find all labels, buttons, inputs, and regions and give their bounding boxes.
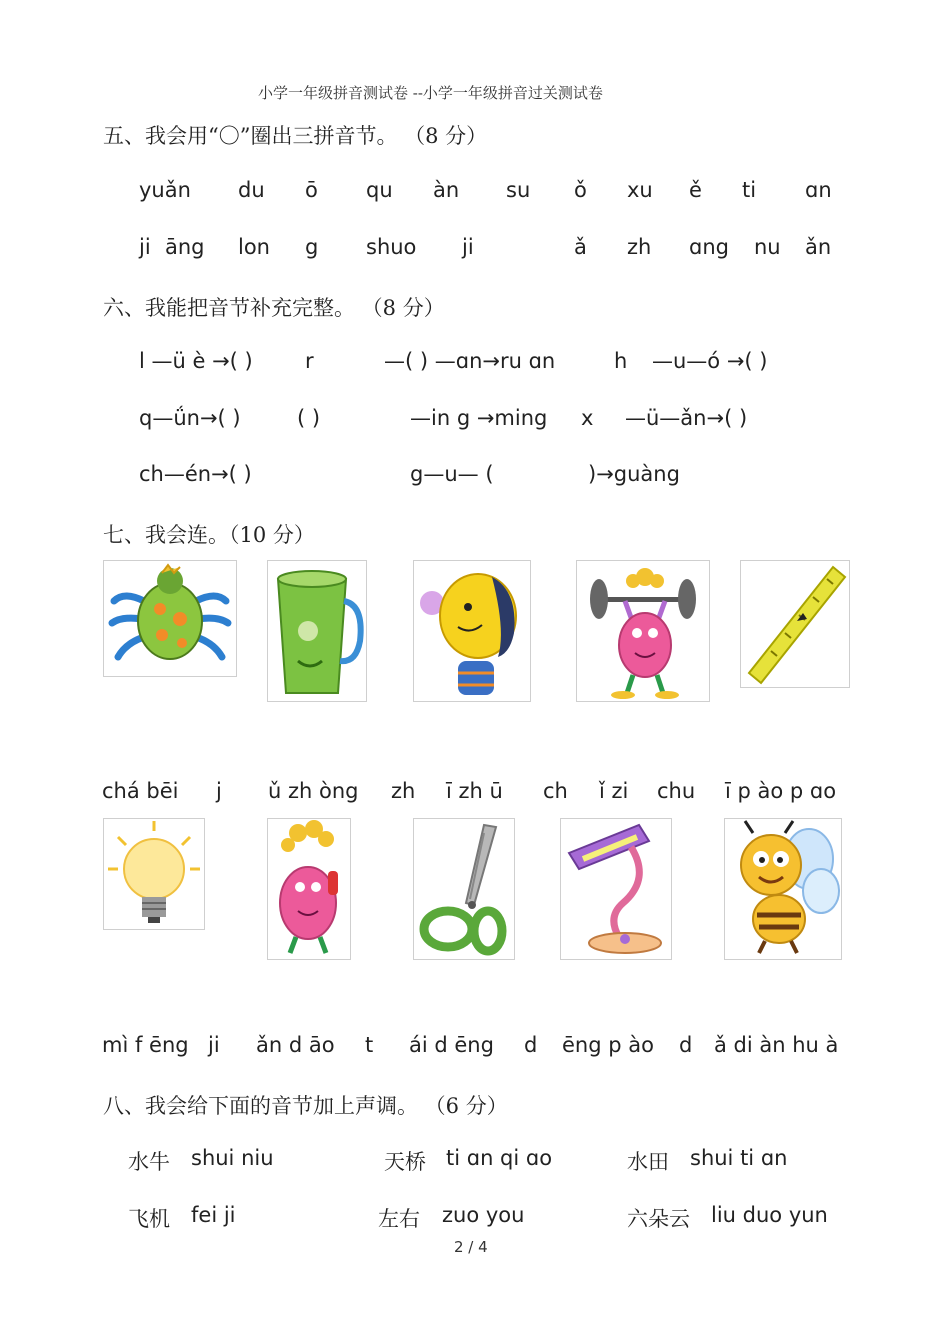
fill-item: x bbox=[581, 406, 594, 430]
tone-pinyin: fei ji bbox=[191, 1203, 236, 1227]
pear-character-icon bbox=[414, 561, 530, 701]
syllable: ě bbox=[689, 178, 702, 202]
lightbulb-picture bbox=[103, 818, 205, 930]
picture-label: ch bbox=[543, 779, 568, 803]
picture-label: chá bēi bbox=[102, 779, 179, 803]
syllable: àn bbox=[433, 178, 460, 202]
picture-label: d bbox=[524, 1033, 538, 1057]
fill-item: —u—ó →( ) bbox=[652, 349, 768, 373]
section7-row1-labels bbox=[0, 779, 950, 813]
page-number: 2 / 4 bbox=[454, 1238, 488, 1256]
picture-label: d bbox=[679, 1033, 693, 1057]
section6-row2 bbox=[0, 406, 950, 440]
fill-item: l —ü è →( ) bbox=[139, 349, 253, 373]
syllable: ǒ bbox=[574, 178, 587, 202]
tone-word: 水牛 bbox=[128, 1150, 170, 1174]
picture-label: ái d ēng bbox=[409, 1033, 494, 1057]
syllable: g bbox=[305, 235, 319, 259]
fill-item: r bbox=[305, 349, 314, 373]
fill-item: —ü—ǎn→( ) bbox=[625, 406, 748, 430]
tone-pinyin: ti ɑn qi ɑo bbox=[446, 1146, 553, 1170]
bee-icon bbox=[725, 819, 841, 959]
tone-pinyin: zuo you bbox=[442, 1203, 525, 1227]
fill-item: g—u— ( bbox=[410, 462, 494, 486]
bee-picture bbox=[724, 818, 842, 960]
section8-title: 八、我会给下面的音节加上声调。 （6 分） bbox=[103, 1094, 508, 1118]
spider-picture bbox=[103, 560, 237, 677]
picture-label: ǎn d āo bbox=[256, 1033, 335, 1057]
picture-label: ǎ di àn hu à bbox=[714, 1033, 839, 1057]
picture-label: mì f ēng bbox=[102, 1033, 189, 1057]
tone-pinyin: shui ti ɑn bbox=[690, 1146, 788, 1170]
syllable: qu bbox=[366, 178, 393, 202]
fill-item: ch—én→( ) bbox=[139, 462, 252, 486]
section6-title: 六、我能把音节补充完整。 （8 分） bbox=[103, 296, 445, 320]
syllable: ǎn bbox=[805, 235, 832, 259]
page-header: 小学一年级拼音测试卷 --小学一年级拼音过关测试卷 bbox=[258, 84, 603, 102]
fill-item: —( ) —ɑn→ru ɑn bbox=[384, 349, 556, 373]
picture-label: chu bbox=[657, 779, 696, 803]
section5-row1 bbox=[0, 178, 950, 212]
phone-character-icon bbox=[268, 819, 350, 959]
tone-word: 水田 bbox=[627, 1150, 669, 1174]
syllable: lon bbox=[238, 235, 270, 259]
syllable: shuo bbox=[366, 235, 417, 259]
scissors-icon bbox=[414, 819, 514, 959]
fill-item: —in g →ming bbox=[410, 406, 548, 430]
phone-character-picture bbox=[267, 818, 351, 960]
desk-lamp-icon bbox=[561, 819, 671, 959]
fill-item: ( ) bbox=[297, 406, 321, 430]
ruler-picture bbox=[740, 560, 850, 688]
section5-row2 bbox=[0, 235, 950, 269]
section8-row1 bbox=[0, 1146, 950, 1180]
syllable: ji bbox=[462, 235, 474, 259]
syllable: du bbox=[238, 178, 265, 202]
section7-row2-labels bbox=[0, 1033, 950, 1067]
picture-label: t bbox=[365, 1033, 374, 1057]
picture-label: ǔ zh òng bbox=[268, 779, 359, 803]
section8-row2 bbox=[0, 1203, 950, 1237]
cup-picture bbox=[267, 560, 367, 702]
picture-label: ī zh ū bbox=[446, 779, 503, 803]
tone-word: 飞机 bbox=[128, 1207, 170, 1231]
syllable: ji bbox=[139, 235, 151, 259]
tone-word: 左右 bbox=[378, 1207, 420, 1231]
syllable: ti bbox=[742, 178, 757, 202]
tone-word: 六朵云 bbox=[627, 1207, 690, 1231]
picture-label: ǐ zi bbox=[599, 779, 629, 803]
section6-row3 bbox=[0, 462, 950, 496]
picture-label: ī p ào p ɑo bbox=[725, 779, 837, 803]
syllable: nu bbox=[754, 235, 781, 259]
syllable: āng bbox=[165, 235, 205, 259]
syllable: su bbox=[506, 178, 531, 202]
pear-character-picture bbox=[413, 560, 531, 702]
section5-title: 五、我会用“〇”圈出三拼音节。 （8 分） bbox=[103, 124, 488, 148]
tone-pinyin: shui niu bbox=[191, 1146, 274, 1170]
lightbulb-icon bbox=[104, 819, 204, 929]
syllable: xu bbox=[627, 178, 653, 202]
weightlifter-picture bbox=[576, 560, 710, 702]
weightlifter-icon bbox=[577, 561, 709, 701]
picture-label: zh bbox=[391, 779, 416, 803]
ruler-icon bbox=[741, 561, 849, 687]
section6-row1 bbox=[0, 349, 950, 383]
scissors-picture bbox=[413, 818, 515, 960]
syllable: ō bbox=[305, 178, 318, 202]
syllable: zh bbox=[627, 235, 652, 259]
syllable: yuǎn bbox=[139, 178, 191, 202]
fill-item: h bbox=[614, 349, 628, 373]
syllable: ɑng bbox=[689, 235, 729, 259]
tone-pinyin: liu duo yun bbox=[711, 1203, 828, 1227]
spider-icon bbox=[104, 561, 236, 676]
fill-item: q—ǘn→( ) bbox=[139, 406, 241, 430]
cup-icon bbox=[268, 561, 366, 701]
tone-word: 天桥 bbox=[384, 1150, 426, 1174]
picture-label: ēng p ào bbox=[562, 1033, 654, 1057]
desk-lamp-picture bbox=[560, 818, 672, 960]
syllable: ǎ bbox=[574, 235, 587, 259]
picture-label: ji bbox=[208, 1033, 220, 1057]
picture-label: j bbox=[216, 779, 222, 803]
fill-item: )→guàng bbox=[588, 462, 680, 486]
syllable: ɑn bbox=[805, 178, 832, 202]
section7-title: 七、我会连。（10 分） bbox=[103, 523, 315, 547]
